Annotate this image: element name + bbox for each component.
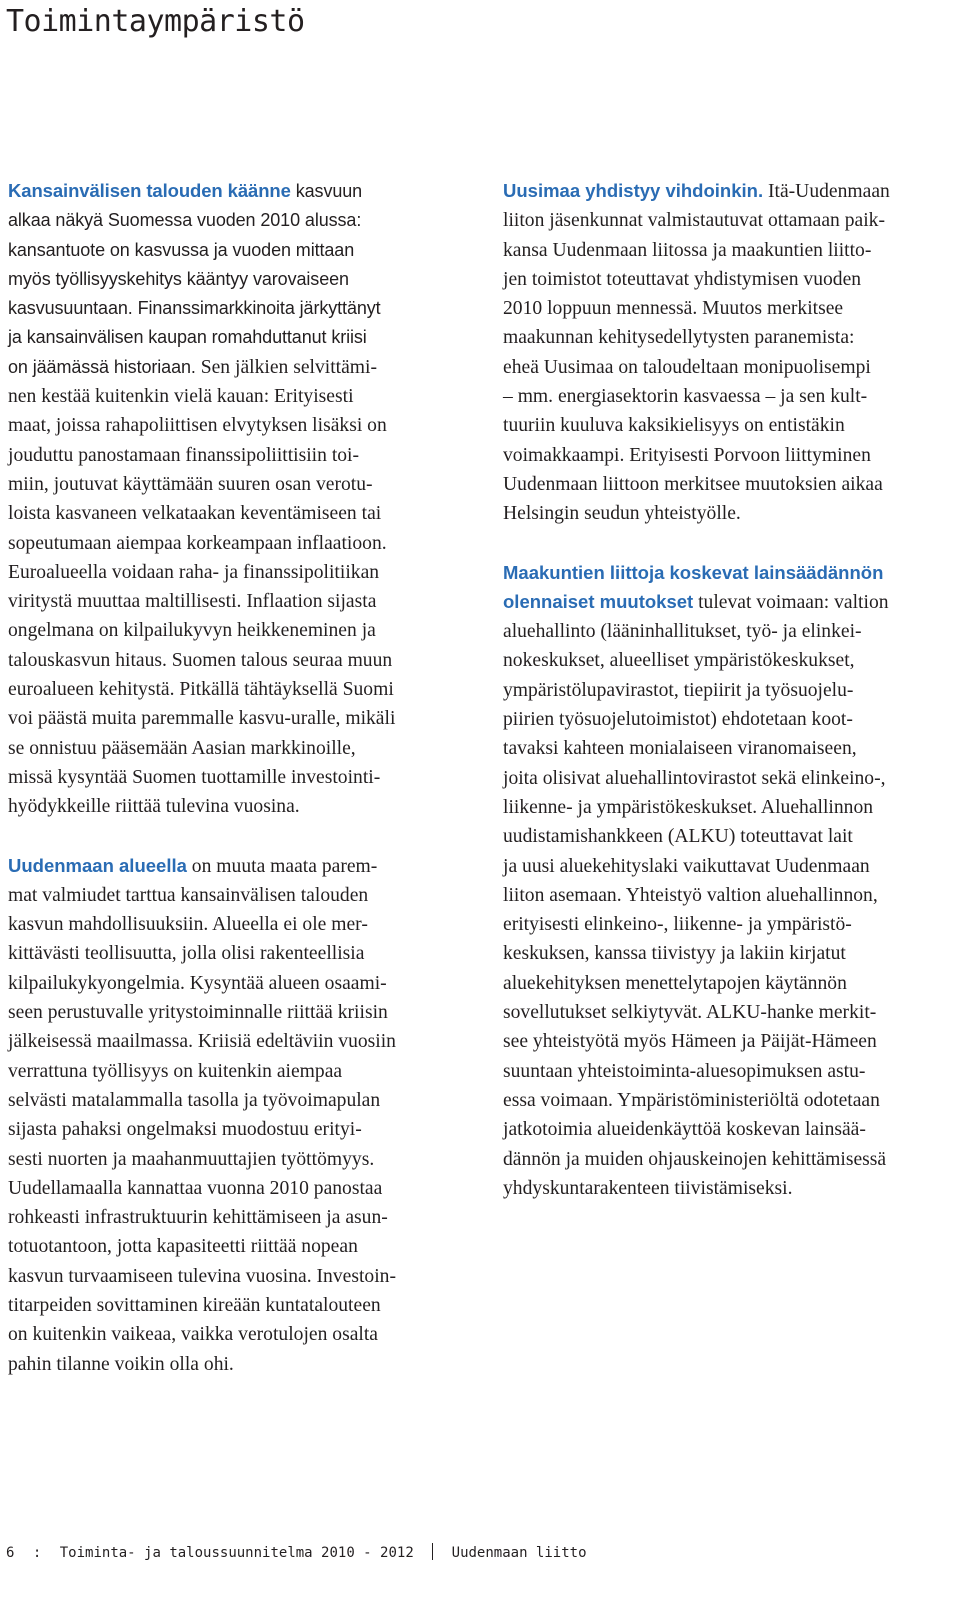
text-line: – mm. energiasektorin kasvaessa – ja sen kult- xyxy=(503,386,868,408)
text-line: selvästi matalammalla tasolla ja työvoimapulan xyxy=(8,1089,381,1111)
text-line xyxy=(503,176,945,206)
text-line: essa voimaan. Ympäristöministeriöltä odotetaan xyxy=(503,1089,880,1111)
left-column xyxy=(8,176,458,1379)
text-line: kasvusuuntaan. Finanssimarkkinoita järkyttänyt xyxy=(8,298,381,319)
text-line: Uudellamaalla kannattaa vuonna 2010 panostaa xyxy=(8,1177,383,1199)
text-line: loista kasvaneen velkataakan keventämiseen tai xyxy=(8,503,382,525)
text-span: kasvuun xyxy=(290,181,363,201)
text-line: alkaa näkyä Suomessa vuoden 2010 alussa: xyxy=(8,210,362,231)
text-line: keskuksen, kanssa tiivistyy ja lakiin kirjatut xyxy=(503,943,846,965)
text-line: kasvun turvaamiseen tulevina vuosina. Investoin- xyxy=(8,1265,396,1287)
page-footer xyxy=(6,1543,587,1563)
text-span: on muuta maata parem- xyxy=(186,855,378,877)
paragraph-lead: Kansainvälisen talouden käänne xyxy=(8,180,291,201)
paragraph-uusimaa-merger xyxy=(503,176,945,529)
text-line: on kuitenkin vaikeaa, vaikka verotulojen osalta xyxy=(8,1324,378,1346)
text-line: jatkotoimia alueidenkäyttöä koskevan lainsää- xyxy=(503,1119,866,1141)
text-line xyxy=(8,176,458,206)
text-line: Euroalueella voidaan raha- ja finanssipolitiikan xyxy=(8,561,380,583)
text-line: tuuriin kuuluva kaksikielisyys on entistäkin xyxy=(503,415,845,437)
text-span: tulevat voimaan: valtion xyxy=(693,591,889,613)
paragraph-legislation-changes xyxy=(503,558,945,1204)
text-line: uudistamishankkeen (ALKU) toteuttavat lait xyxy=(503,826,853,848)
text-line: myös työllisyyskehitys kääntyy varovaiseen xyxy=(8,268,349,289)
text-line: kilpailukykyongelmia. Kysyntää alueen osaami- xyxy=(8,972,387,994)
text-line: 2010 loppuun mennessä. Muutos merkitsee xyxy=(503,298,844,320)
text-line: sijasta pahaksi ongelmaksi muodostuu erityi- xyxy=(8,1119,362,1141)
organization-name: Uudenmaan liitto xyxy=(451,1545,587,1561)
text-line: nokeskukset, alueelliset ympäristökeskukset, xyxy=(503,650,855,672)
text-line xyxy=(503,587,945,617)
right-column xyxy=(503,176,945,1203)
text-line: sesti nuorten ja maahanmuuttajien työttömyys. xyxy=(8,1148,375,1170)
text-line: eheä Uusimaa on taloudeltaan monipuolisempi xyxy=(503,356,871,378)
text-line: aluekehityksen menettelytapojen käytännön xyxy=(503,972,847,994)
text-line: yhdyskuntarakenteen tiivistämiseksi. xyxy=(503,1177,793,1199)
text-line: titarpeiden sovittaminen kireään kuntatalouteen xyxy=(8,1294,381,1316)
text-line: maakunnan kehitysedellytysten paranemista: xyxy=(503,327,855,349)
text-line: joita olisivat aluehallintovirastot sekä elinkeino-, xyxy=(503,767,886,789)
publication-title: Toiminta- ja taloussuunnitelma 2010 - 2012 xyxy=(59,1545,414,1561)
text-line: euroalueen kehitystä. Pitkällä tähtäyksellä Suomi xyxy=(8,679,394,701)
text-line: missä kysyntää Suomen tuottamille investointi- xyxy=(8,766,381,788)
text-line xyxy=(8,353,458,382)
page-title: Toimintaympäristö xyxy=(6,4,305,39)
text-line: nen kestää kuitenkin vielä kauan: Erityisesti xyxy=(8,386,354,408)
text-line: ja uusi aluekehityslaki vaikuttavat Uudenmaan xyxy=(503,855,870,877)
text-line: seen perustuvalle yritystoiminnalle riittää kriisin xyxy=(8,1002,388,1024)
text-line: erityisesti elinkeino-, liikenne- ja ympäristö- xyxy=(503,914,852,936)
text-line: see yhteistyötä myös Hämeen ja Päijät-Hämeen xyxy=(503,1031,877,1053)
text-line: liiton asemaan. Yhteistyö valtion aluehallinnon, xyxy=(503,884,878,906)
text-line: aluehallinto (lääninhallitukset, työ- ja elinkei- xyxy=(503,621,862,643)
text-line: sovellutukset selkiytyvät. ALKU-hanke merkit- xyxy=(503,1002,877,1024)
text-line: kansantuote on kasvussa ja vuoden mittaan xyxy=(8,239,355,260)
text-line: jälkeisessä maailmassa. Kriisiä edeltäviin vuosiin xyxy=(8,1031,396,1053)
text-line: tavaksi kahteen monialaiseen viranomaiseen, xyxy=(503,738,857,760)
page-number: 6 xyxy=(6,1545,15,1561)
text-line: maat, joissa rahapoliittisen elvytyksen lisäksi on xyxy=(8,415,387,437)
text-line xyxy=(8,851,458,881)
text-line: Helsingin seudun yhteistyölle. xyxy=(503,503,741,525)
text-line: miin, joutuvat käyttämään suuren osan verotu- xyxy=(8,473,373,495)
text-line: mat valmiudet tarttua kansainvälisen talouden xyxy=(8,884,369,906)
text-span: on jäämässä historiaan. xyxy=(8,356,196,377)
text-line: voimakkaampi. Erityisesti Porvoon liittyminen xyxy=(503,444,871,466)
footer-divider xyxy=(432,1543,433,1560)
text-line: sopeutumaan aiempaa korkeampaan inflaatioon. xyxy=(8,532,387,554)
text-line: ympäristölupavirastot, tiepiirit ja työsuojelu- xyxy=(503,679,854,701)
footer-separator: : xyxy=(32,1545,42,1561)
text-line: hyödykkeille riittää tulevina vuosina. xyxy=(8,796,300,818)
text-line: jouduttu panostamaan finanssipoliittisiin toi- xyxy=(8,444,360,466)
text-span: Itä-Uudenmaan xyxy=(763,181,890,202)
text-line: verrattuna työllisyys on kuitenkin aiempaa xyxy=(8,1060,343,1082)
paragraph-lead: Maakuntien liittoja koskevat lainsäädännön xyxy=(503,561,884,583)
text-line: piirien työsuojelutoimistot) ehdotetaan koot- xyxy=(503,709,853,731)
text-line: voi päästä muita paremmalle kasvu-uralle, mikäli xyxy=(8,708,396,730)
text-line: viritystä muuttaa maltillisesti. Inflaation sijasta xyxy=(8,591,377,613)
paragraph-lead: Uudenmaan alueella xyxy=(8,854,187,876)
paragraph-uusimaa-region xyxy=(8,851,458,1379)
text-line: talouskasvun hitaus. Suomen talous seuraa muun xyxy=(8,649,393,671)
text-line: kasvun mahdollisuuksiin. Alueella ei ole mer- xyxy=(8,914,368,936)
text-line: dännön ja muiden ohjauskeinojen kehittämisessä xyxy=(503,1148,887,1170)
text-line: jen toimistot toteuttavat yhdistymisen vuoden xyxy=(503,268,862,290)
text-line: kansa Uudenmaan liitossa ja maakuntien liitto- xyxy=(503,239,872,261)
text-line: Uudenmaan liittoon merkitsee muutoksien aikaa xyxy=(503,473,883,495)
text-line: liiton jäsenkunnat valmistautuvat ottamaan paik- xyxy=(503,210,885,232)
text-line: kittävästi teollisuutta, jolla olisi rakenteellisia xyxy=(8,943,365,965)
text-line: liikenne- ja ympäristökeskukset. Aluehallinnon xyxy=(503,796,874,818)
paragraph-lead: olennaiset muutokset xyxy=(503,590,694,612)
text-line: rohkeasti infrastruktuurin kehittämiseen ja asun- xyxy=(8,1207,388,1229)
text-line: pahin tilanne voikin olla ohi. xyxy=(8,1353,234,1375)
text-line: totuotantoon, jotta kapasiteetti riittää nopean xyxy=(8,1236,358,1258)
paragraph-lead: Uusimaa yhdistyy vihdoinkin. xyxy=(503,180,764,201)
text-line: suuntaan yhteistoiminta-aluesopimuksen astu- xyxy=(503,1060,866,1082)
text-span: Sen jälkien selvittämi- xyxy=(195,356,378,378)
paragraph-international-economy xyxy=(8,176,458,822)
text-line: se onnistuu pääsemään Aasian markkinoille, xyxy=(8,737,356,759)
text-line: ja kansainvälisen kaupan romahduttanut kriisi xyxy=(8,327,367,348)
text-line: ongelmana on kilpailukyvyn heikkeneminen ja xyxy=(8,620,376,642)
